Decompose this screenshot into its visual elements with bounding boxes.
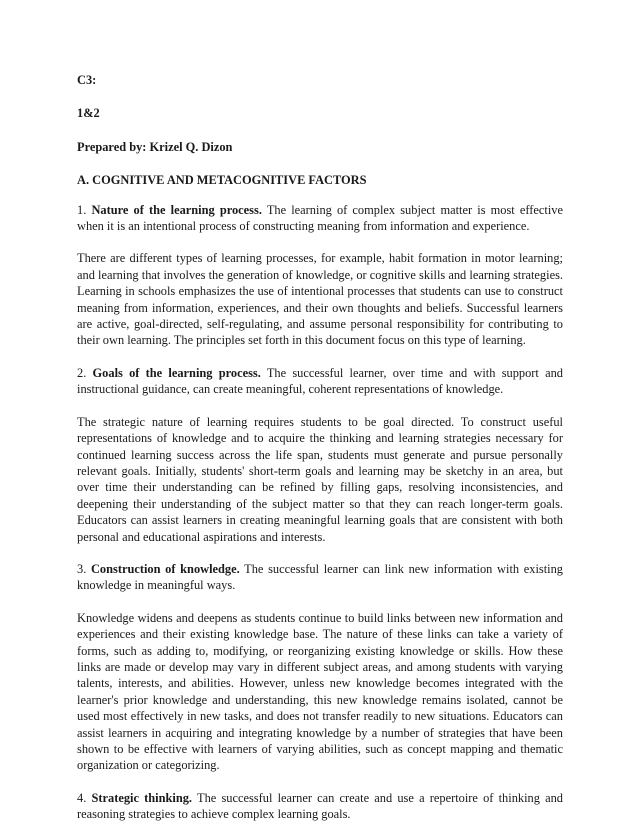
- item-number: 4.: [77, 790, 87, 805]
- prepared-by: Prepared by: Krizel Q. Dizon: [77, 139, 233, 154]
- section-title: A. COGNITIVE AND METACOGNITIVE FACTORS: [77, 173, 367, 188]
- item-definition-text: The successful learner can link new information with existing knowledge in meaningful ways.: [77, 561, 563, 593]
- item-definition-text: The successful learner, over time and with support and instructional guidance, can create meaningful, coherent representations of knowledge.: [77, 365, 563, 397]
- item-number: 2.: [77, 365, 87, 380]
- document-page: [77, 72, 563, 839]
- item-term: Construction of knowledge.: [90, 561, 240, 576]
- item-term: Goals of the learning process.: [92, 365, 261, 380]
- document-code: C3:: [77, 73, 97, 87]
- item-term: Nature of the learning process.: [91, 202, 262, 217]
- item-1-definition: [77, 202, 563, 235]
- item-number: 3.: [77, 561, 87, 576]
- document-subtitle: 1&2: [77, 106, 100, 121]
- item-definition-text: The successful learner can create and use a repertoire of thinking and reasoning strategies to achieve complex learning goals.: [77, 790, 563, 822]
- item-2-explanation: The strategic nature of learning requires students to be goal directed. To construct useful representations of knowledge and to acquire the thinking and learning strategies necessary for continued learning success across the life span, students must generate and pursue personally relevant goals. Initially, students' short-term goals and learning may be sketchy in an area, but over time their understanding can be refined by filling gaps, resolving inconsistencies, and deepening their understanding of the subject matter so that they can reach longer-term goals. Educators can assist learners in creating meaningful learning goals that are consistent with both personal and educational aspirations and interests.: [77, 414, 563, 544]
- item-definition-text: The learning of complex subject matter is most effective when it is an intentional process of constructing meaning from information and experience.: [77, 202, 563, 234]
- item-3-definition: [77, 561, 563, 594]
- item-2-definition: [77, 365, 563, 398]
- item-3-explanation: Knowledge widens and deepens as students continue to build links between new information and experiences and their existing knowledge base. The nature of these links can take a variety of forms, such as adding to, modifying, or reorganizing existing knowledge or skills. How these links are made or develop may vary in different subject areas, and among students with varying talents, interests, and abilities. However, unless new knowledge becomes integrated with the learner's prior knowledge and understanding, this new knowledge remains isolated, cannot be used most effectively in new tasks, and does not transfer readily to new situations. Educators can assist learners in acquiring and integrating knowledge by a number of strategies that have been shown to be effective with learners of varying abilities, such as concept mapping and thematic organization or categorizing.: [77, 610, 563, 773]
- item-4-definition: [77, 790, 563, 823]
- item-1-explanation: There are different types of learning processes, for example, habit formation in motor learning; and learning that involves the generation of knowledge, or cognitive skills and learning strategies. Learning in schools emphasizes the use of intentional processes that students can use to construct meaning from information, experiences, and their own thoughts and beliefs. Successful learners are active, goal-directed, self-regulating, and assume personal responsibility for contributing to their own learning. The principles set forth in this document focus on this type of learning.: [77, 251, 563, 348]
- item-number: 1.: [77, 202, 87, 217]
- item-term: Strategic thinking.: [91, 790, 193, 805]
